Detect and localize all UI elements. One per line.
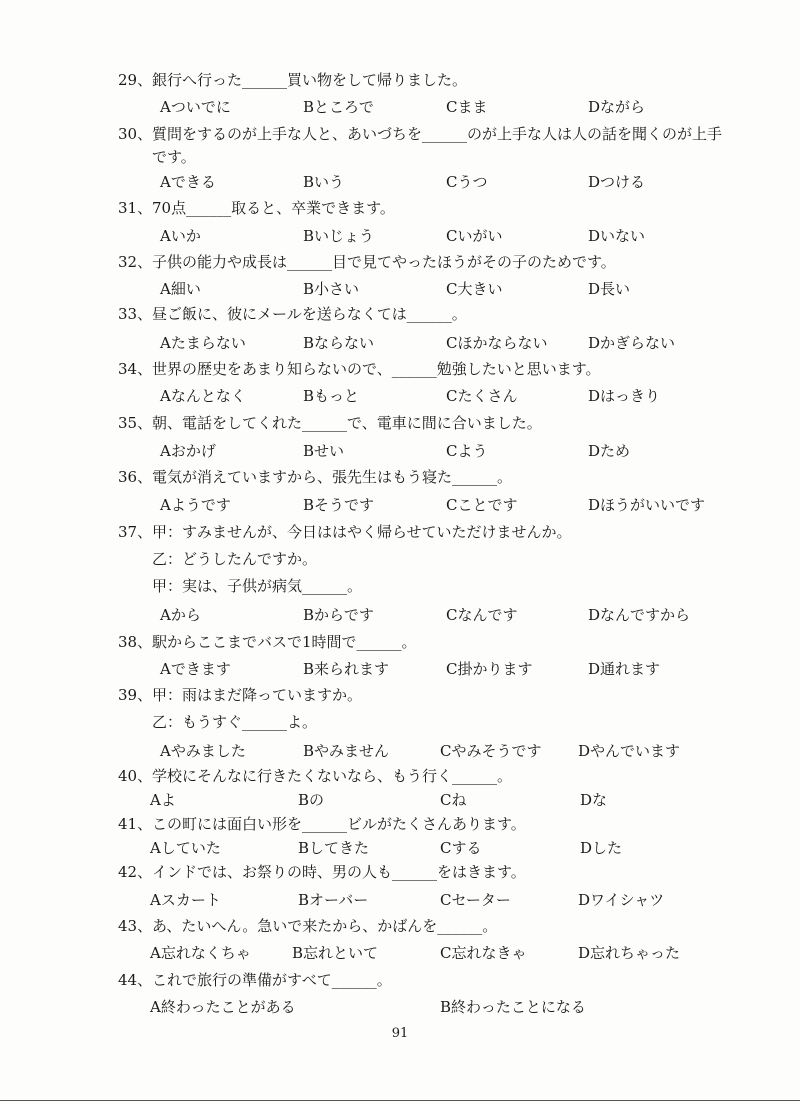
option-b: Bならない <box>303 334 375 352</box>
options-44 <box>0 995 800 1019</box>
option-d: D通れます <box>588 660 661 678</box>
option-a: Aついでに <box>160 98 231 116</box>
option-b: B終わったことになる <box>440 998 586 1016</box>
options-37 <box>0 603 800 627</box>
option-c: Cいがい <box>446 227 503 245</box>
option-b: Bそうです <box>303 496 375 514</box>
question-31 <box>0 196 800 220</box>
options-36 <box>0 493 800 517</box>
question-number: 33、 <box>118 305 153 323</box>
option-d: Dかぎらない <box>588 334 676 352</box>
option-d: Dワイシャツ <box>578 891 665 909</box>
question-36 <box>0 465 800 489</box>
question-34 <box>0 357 800 381</box>
question-number: 36、 <box>118 468 153 486</box>
option-d: Dした <box>580 839 623 857</box>
dialogue-line: 甲：すみませんが、今日ははやく帰らせていただけませんか。 <box>152 523 572 541</box>
option-c: Cほかならない <box>446 334 548 352</box>
page-number: 91 <box>391 1026 409 1041</box>
option-a: Aいか <box>160 227 201 245</box>
option-b: Bオーバー <box>298 891 369 909</box>
question-number: 44、 <box>118 971 153 989</box>
question-39-line-2 <box>0 710 800 734</box>
question-38 <box>0 630 800 654</box>
options-33 <box>0 331 800 355</box>
question-37-line-2 <box>0 547 800 571</box>
options-41 <box>0 836 800 860</box>
question-37 <box>0 520 800 544</box>
option-d: Dなんですから <box>588 606 691 624</box>
question-40 <box>0 764 800 788</box>
question-stem: 昼ご飯に、彼にメールを送らなくては______。 <box>152 305 467 323</box>
option-d: Dほうがいいです <box>588 496 706 514</box>
option-a: Aしていた <box>150 839 221 857</box>
option-b: Bもっと <box>303 387 360 405</box>
option-b: Bいじょう <box>303 227 375 245</box>
options-38 <box>0 657 800 681</box>
option-a: Aたまらない <box>160 334 246 352</box>
option-a: Aよ <box>150 791 176 809</box>
question-32 <box>0 250 800 274</box>
option-b: B小さい <box>303 280 360 298</box>
option-c: Cね <box>440 791 467 809</box>
question-41 <box>0 812 800 836</box>
question-number: 43、 <box>118 917 153 935</box>
bottom-rule <box>0 1100 800 1101</box>
option-c: Cよう <box>446 442 488 460</box>
question-stem-continued: です。 <box>152 148 196 166</box>
question-number: 31、 <box>118 199 153 217</box>
question-stem: これで旅行の準備がすべて______。 <box>152 971 392 989</box>
option-c: Cする <box>440 839 482 857</box>
question-39 <box>0 683 800 707</box>
option-a: Aおかげ <box>160 442 216 460</box>
question-number: 29、 <box>118 71 153 89</box>
question-number: 41、 <box>118 815 153 833</box>
option-d: D忘れちゃった <box>578 944 681 962</box>
option-b: Bところで <box>303 98 374 116</box>
option-b: B来られます <box>303 660 390 678</box>
question-stem: 電気が消えていますから、張先生はもう寝た______。 <box>152 468 513 486</box>
question-44 <box>0 968 800 992</box>
dialogue-line: 乙：どうしたんですか。 <box>152 550 318 568</box>
question-number: 38、 <box>118 633 153 651</box>
option-d: Dため <box>588 442 631 460</box>
question-stem: 朝、電話をしてくれた______で、電車に間に合いました。 <box>152 414 542 432</box>
option-c: Cやみそうです <box>440 742 542 760</box>
option-a: A細い <box>160 280 201 298</box>
question-number: 40、 <box>118 767 153 785</box>
option-a: Aスカート <box>150 891 221 909</box>
question-number: 42、 <box>118 863 153 881</box>
dialogue-line: 甲：実は、子供が病気______。 <box>152 577 363 595</box>
option-d: Dやんでいます <box>578 742 681 760</box>
option-d: Dな <box>580 791 608 809</box>
option-a: Aできる <box>160 173 216 191</box>
question-number: 37、 <box>118 523 153 541</box>
option-a: Aやみました <box>160 742 246 760</box>
dialogue-line: 甲：雨はまだ降っていますか。 <box>152 686 363 704</box>
question-stem: 子供の能力や成長は______目で見てやったほうがその子のためです。 <box>152 253 616 271</box>
options-31 <box>0 224 800 248</box>
option-c: Cセーター <box>440 891 511 909</box>
options-29 <box>0 95 800 119</box>
question-number: 32、 <box>118 253 153 271</box>
question-stem: インドでは、お祭りの時、男の人も______をはきます。 <box>152 863 526 881</box>
question-stem: この町には面白い形を______ビルがたくさんあります。 <box>152 815 526 833</box>
options-34 <box>0 384 800 408</box>
question-stem: 銀行へ行った______買い物をして帰りました。 <box>152 71 468 89</box>
option-a: Aようです <box>160 496 231 514</box>
option-c: Cことです <box>446 496 518 514</box>
option-d: Dながら <box>588 98 646 116</box>
options-39 <box>0 739 800 763</box>
options-32 <box>0 277 800 301</box>
question-37-line-3 <box>0 574 800 598</box>
option-d: Dいない <box>588 227 646 245</box>
option-a: Aできます <box>160 660 231 678</box>
option-b: Bいう <box>303 173 345 191</box>
question-stem: 世界の歴史をあまり知らないので、______勉強したいと思います。 <box>152 360 601 378</box>
option-d: D長い <box>588 280 631 298</box>
question-number: 39、 <box>118 686 153 704</box>
option-b: Bせい <box>303 442 345 460</box>
question-stem: あ、たいへん。急いで来たから、かばんを______。 <box>152 917 498 935</box>
question-42 <box>0 860 800 884</box>
option-c: Cたくさん <box>446 387 518 405</box>
question-30 <box>0 122 800 146</box>
options-35 <box>0 439 800 463</box>
option-b: B忘れといて <box>292 944 379 962</box>
question-stem: 質問をするのが上手な人と、あいづちを______のが上手な人は人の話を聞くのが上手 <box>152 125 723 143</box>
question-number: 30、 <box>118 125 153 143</box>
question-29 <box>0 68 800 92</box>
option-d: Dはっきり <box>588 387 661 405</box>
option-c: Cうつ <box>446 173 488 191</box>
question-30-continued <box>0 145 800 169</box>
question-43 <box>0 914 800 938</box>
options-42 <box>0 888 800 912</box>
options-30 <box>0 170 800 194</box>
question-33 <box>0 302 800 326</box>
option-c: C掛かります <box>446 660 533 678</box>
option-b: Bからです <box>303 606 374 624</box>
question-35 <box>0 411 800 435</box>
option-a: Aなんとなく <box>160 387 246 405</box>
question-stem: 70点______取ると、卒業できます。 <box>152 199 395 217</box>
option-c: Cまま <box>446 98 488 116</box>
question-stem: 学校にそんなに行きたくないなら、もう行く______。 <box>152 767 513 785</box>
option-d: Dつける <box>588 173 646 191</box>
option-a: A終わったことがある <box>150 998 296 1016</box>
question-number: 34、 <box>118 360 153 378</box>
option-b: Bしてきた <box>298 839 370 857</box>
option-b: Bやみません <box>303 742 390 760</box>
option-b: Bの <box>298 791 325 809</box>
dialogue-line: 乙：もうすぐ______よ。 <box>152 713 318 731</box>
option-c: Cなんです <box>446 606 518 624</box>
option-c: C大きい <box>446 280 503 298</box>
option-a: A忘れなくちゃ <box>150 944 251 962</box>
options-43 <box>0 941 800 965</box>
question-stem: 駅からここまでバスで1時間で______。 <box>152 633 417 651</box>
options-40 <box>0 788 800 812</box>
question-number: 35、 <box>118 414 153 432</box>
option-a: Aから <box>160 606 201 624</box>
option-c: C忘れなきゃ <box>440 944 527 962</box>
